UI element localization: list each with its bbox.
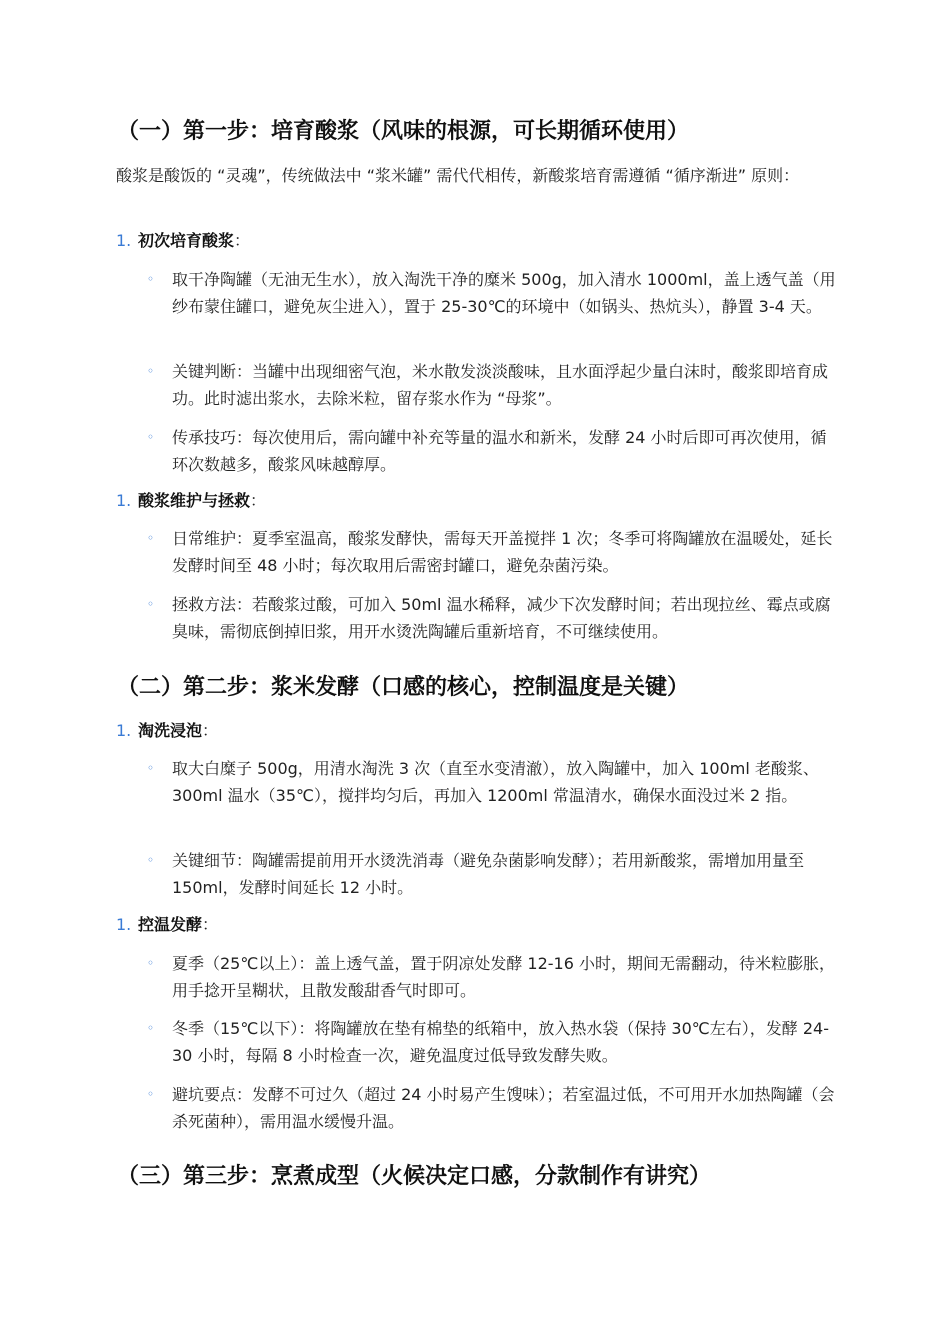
list-item-colon: ：	[202, 915, 219, 934]
section-3-heading: （三）第三步：烹煮成型（火候决定口感，分款制作有讲究）	[117, 1164, 712, 1189]
bullet-text: 传承技巧：每次使用后，需向罐中补充等量的温水和新米，发酵 24 小时后即可再次使用，循环次数越多，酸浆风味越醇厚。	[172, 428, 827, 474]
bullet-icon: ◦	[147, 761, 155, 775]
section-1-bullet-2	[147, 358, 837, 412]
list-number: 1.	[116, 915, 132, 934]
list-number: 1.	[116, 231, 132, 250]
section-1-bullet-5	[147, 591, 837, 645]
list-item-colon: ：	[202, 721, 219, 740]
bullet-text: 日常维护：夏季室温高，酸浆发酵快，需每天开盖搅拌 1 次；冬季可将陶罐放在温暖处，延长发酵时间至 48 小时；每次取用后需密封罐口，避免杂菌污染。	[172, 529, 833, 575]
list-number: 1.	[116, 721, 132, 740]
list-item-title: 控温发酵	[138, 915, 203, 934]
section-1-list-item-2	[116, 489, 836, 513]
section-1-intro: 酸浆是酸饭的 “灵魂”，传统做法中 “浆米罐” 需代代相传，新酸浆培育需遵循 “循序渐进” 原则：	[116, 166, 800, 185]
bullet-text: 夏季（25℃以上）：盖上透气盖，置于阴凉处发酵 12-16 小时，期间无需翻动，待米粒膨胀，用手捻开呈糊状，且散发酸甜香气时即可。	[172, 954, 835, 1000]
section-2-heading: （二）第二步：浆米发酵（口感的核心，控制温度是关键）	[117, 675, 690, 700]
section-1-list-item-1	[116, 229, 836, 253]
section-2-list-item-2	[116, 913, 836, 937]
bullet-text: 冬季（15℃以下）：将陶罐放在垫有棉垫的纸箱中，放入热水袋（保持 30℃左右），发酵 24-30 小时，每隔 8 小时检查一次，避免温度过低导致发酵失败。	[172, 1019, 829, 1065]
bullet-icon: ◦	[147, 364, 155, 378]
list-item-title: 初次培育酸浆	[138, 231, 235, 250]
bullet-icon: ◦	[147, 597, 155, 611]
bullet-icon: ◦	[147, 1021, 155, 1035]
list-item-title: 酸浆维护与拯救	[138, 491, 251, 510]
bullet-icon: ◦	[147, 853, 155, 867]
section-1-heading: （一）第一步：培育酸浆（风味的根源，可长期循环使用）	[117, 119, 690, 144]
list-item-colon: ：	[250, 491, 267, 510]
section-1-bullet-3	[147, 424, 837, 478]
section-1-bullet-4	[147, 525, 837, 579]
bullet-text: 避坑要点：发酵不可过久（超过 24 小时易产生馊味）；若室温过低，不可用开水加热陶罐（会杀死菌种），需用温水缓慢升温。	[172, 1085, 835, 1131]
bullet-icon: ◦	[147, 1087, 155, 1101]
list-item-colon: ：	[234, 231, 251, 250]
bullet-icon: ◦	[147, 272, 155, 286]
section-2-list-item-1	[116, 719, 836, 743]
list-number: 1.	[116, 491, 132, 510]
bullet-icon: ◦	[147, 531, 155, 545]
bullet-text: 取大白糜子 500g，用清水淘洗 3 次（直至水变清澈），放入陶罐中，加入 100ml 老酸浆、300ml 温水（35℃），搅拌均匀后，再加入 1200ml 常温清水，确保水面没过米 2 指。	[172, 759, 819, 805]
bullet-icon: ◦	[147, 430, 155, 444]
section-2-bullet-3	[147, 950, 837, 1004]
bullet-text: 关键细节：陶罐需提前用开水烫洗消毒（避免杂菌影响发酵）；若用新酸浆，需增加用量至 150ml，发酵时间延长 12 小时。	[172, 851, 805, 897]
section-1-bullet-1	[147, 266, 837, 320]
bullet-text: 拯救方法：若酸浆过酸，可加入 50ml 温水稀释，减少下次发酵时间；若出现拉丝、霉点或腐臭味，需彻底倒掉旧浆，用开水烫洗陶罐后重新培育，不可继续使用。	[172, 595, 831, 641]
bullet-text: 取干净陶罐（无油无生水），放入淘洗干净的糜米 500g，加入清水 1000ml，盖上透气盖（用纱布蒙住罐口，避免灰尘进入），置于 25-30℃的环境中（如锅头、热炕头），静置 3-4 天。	[172, 270, 836, 316]
section-2-bullet-2	[147, 847, 837, 901]
bullet-text: 关键判断：当罐中出现细密气泡，米水散发淡淡酸味，且水面浮起少量白沫时，酸浆即培育成功。此时滤出浆水，去除米粒，留存浆水作为 “母浆”。	[172, 362, 829, 408]
section-2-bullet-5	[147, 1081, 837, 1135]
list-item-title: 淘洗浸泡	[138, 721, 203, 740]
section-2-bullet-4	[147, 1015, 837, 1069]
bullet-icon: ◦	[147, 956, 155, 970]
section-2-bullet-1	[147, 755, 837, 809]
